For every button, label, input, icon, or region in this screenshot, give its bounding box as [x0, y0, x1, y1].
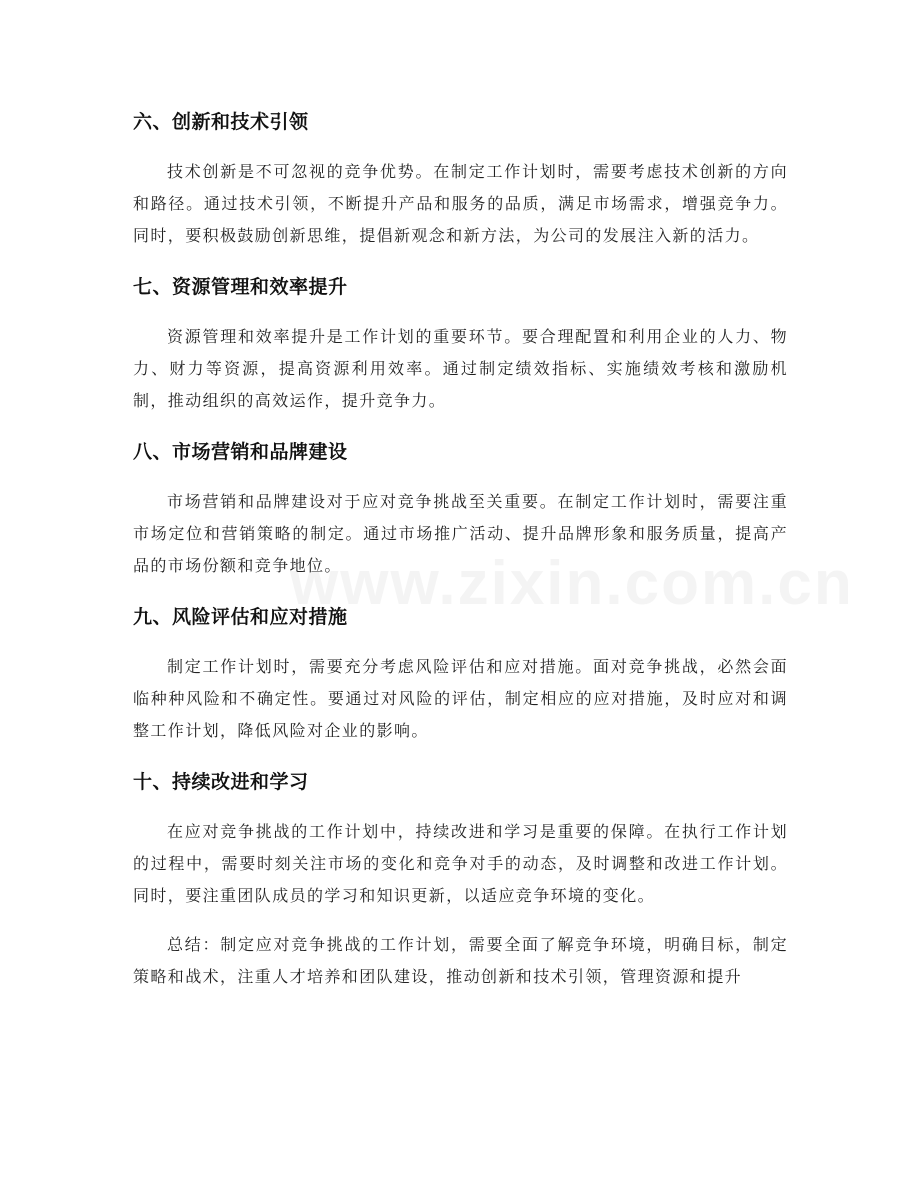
section-heading-7: 七、资源管理和效率提升 — [133, 276, 348, 298]
section-paragraph-9: 制定工作计划时，需要充分考虑风险评估和应对措施。面对竞争挑战，必然会面临种种风险和不确定性。要通过对风险的评估，制定相应的应对措施，及时应对和调整工作计划，降低风险对企业的影响。 — [133, 657, 788, 740]
section-paragraph-7: 资源管理和效率提升是工作计划的重要环节。要合理配置和利用企业的人力、物力、财力等资源，提高资源利用效率。通过制定绩效指标、实施绩效考核和激励机制，推动组织的高效运作，提升竞争力。 — [133, 327, 788, 410]
section-heading-8: 八、市场营销和品牌建设 — [133, 441, 348, 463]
section-heading-9: 九、风险评估和应对措施 — [133, 606, 348, 628]
section-heading-6: 六、创新和技术引领 — [133, 111, 309, 133]
section-paragraph-6: 技术创新是不可忽视的竞争优势。在制定工作计划时，需要考虑技术创新的方向和路径。通过技术引领，不断提升产品和服务的品质，满足市场需求，增强竞争力。同时，要积极鼓励创新思维，提倡新观念和新方法，为公司的发展注入新的活力。 — [133, 162, 788, 245]
section-paragraph-10: 在应对竞争挑战的工作计划中，持续改进和学习是重要的保障。在执行工作计划的过程中，需要时刻关注市场的变化和竞争对手的动态，及时调整和改进工作计划。同时，要注重团队成员的学习和知识更新，以适应竞争环境的变化。 — [133, 822, 788, 905]
document-body — [133, 104, 788, 1010]
summary-paragraph: 总结：制定应对竞争挑战的工作计划，需要全面了解竞争环境，明确目标，制定策略和战术，注重人才培养和团队建设，推动创新和技术引领，管理资源和提升 — [133, 935, 788, 986]
section-paragraph-8: 市场营销和品牌建设对于应对竞争挑战至关重要。在制定工作计划时，需要注重市场定位和营销策略的制定。通过市场推广活动、提升品牌形象和服务质量，提高产品的市场份额和竞争地位。 — [133, 492, 788, 575]
watermark: www.zixin.com.cn — [290, 549, 854, 618]
section-heading-10: 十、持续改进和学习 — [133, 771, 309, 793]
